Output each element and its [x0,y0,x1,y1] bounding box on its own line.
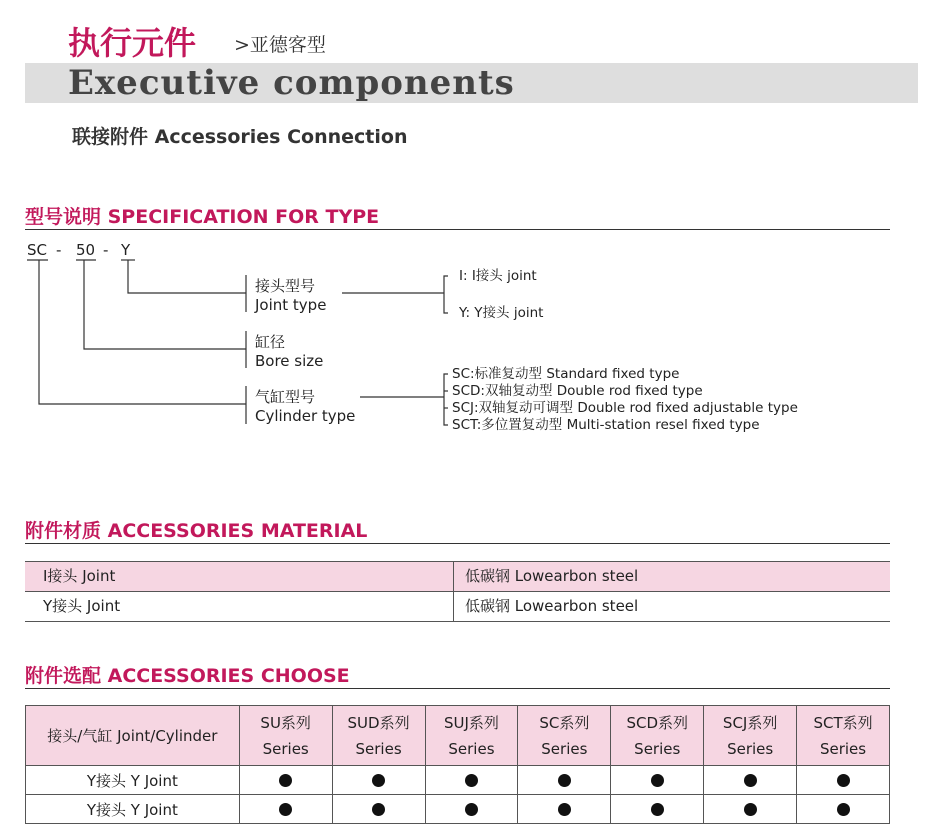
material-rule [25,543,890,544]
choose-table-row [26,795,890,824]
series-name: SCT系列 [813,713,873,732]
compatibility-cell [239,766,332,795]
header-series [704,706,797,766]
compatibility-cell [332,766,425,795]
series-name: SC系列 [539,713,590,732]
header-joint-cylinder: 接头/气缸 Joint/Cylinder [26,706,240,766]
bore-size-cn: 缸径 [255,333,286,351]
compatible-dot-icon [465,803,478,816]
cylinder-option: SCJ:双轴复动可调型 Double rod fixed adjustable type [452,400,798,416]
section-subtitle: 联接附件 Accessories Connection [72,126,408,148]
code-part-joint: Y [121,241,131,259]
material-value: 低碳钢 Lowearbon steel [465,597,639,615]
compatibility-cell [332,795,425,824]
compatibility-cell [518,766,611,795]
page-title: 执行元件 [68,24,197,62]
header-series [611,706,704,766]
page-subtitle-brand: >亚德客型 [234,34,326,56]
code-part-sc: SC [27,241,47,259]
compatibility-cell [704,795,797,824]
compatible-dot-icon [558,774,571,787]
compatibility-cell [425,795,518,824]
accessories-choose-table [25,705,890,824]
series-word: Series [355,739,402,758]
cylinder-option: SCD:双轴复动型 Double rod fixed type [452,383,703,399]
header-series [518,706,611,766]
header-series [425,706,518,766]
choose-header-row [26,706,890,766]
spec-heading: 型号说明 SPECIFICATION FOR TYPE [25,206,380,228]
material-table-bottom-border [25,621,890,622]
joint-type-cn: 接头型号 [255,277,316,295]
compatibility-cell [797,795,890,824]
joint-option: I: I接头 joint [459,268,537,284]
joint-option: Y: Y接头 joint [459,305,544,321]
compatibility-cell [518,795,611,824]
header-series [239,706,332,766]
series-word: Series [262,739,309,758]
series-name: SUD系列 [347,713,410,732]
compatible-dot-icon [465,774,478,787]
material-part: I接头 Joint [43,567,116,585]
header-series [332,706,425,766]
series-word: Series [727,739,774,758]
compatible-dot-icon [837,803,850,816]
material-part: Y接头 Joint [43,597,121,615]
material-row [25,562,890,591]
series-word: Series [634,739,681,758]
code-part-bore: 50 [76,241,96,259]
compatibility-cell [425,766,518,795]
row-label: Y接头 Y Joint [26,766,240,795]
compatible-dot-icon [279,803,292,816]
material-heading: 附件材质 ACCESSORIES MATERIAL [25,520,368,542]
compatible-dot-icon [372,803,385,816]
choose-rule [25,688,890,689]
code-dash: - [56,241,62,259]
cylinder-type-cn: 气缸型号 [255,388,316,406]
compatible-dot-icon [837,774,850,787]
choose-heading: 附件选配 ACCESSORIES CHOOSE [25,665,350,687]
material-row-divider [25,591,890,592]
compatible-dot-icon [651,803,664,816]
compatibility-cell [611,766,704,795]
series-name: SCD系列 [626,713,689,732]
header-series [797,706,890,766]
compatible-dot-icon [744,774,757,787]
bore-size-en: Bore size [255,352,324,370]
compatibility-cell [797,766,890,795]
material-row [25,592,890,621]
compatible-dot-icon [558,803,571,816]
series-word: Series [541,739,588,758]
series-word: Series [819,739,867,758]
series-name: SCJ系列 [722,713,778,732]
code-dash: - [103,241,109,259]
compatibility-cell [611,795,704,824]
series-name: SU系列 [260,713,311,732]
material-column-divider [453,562,454,621]
compatibility-cell [239,795,332,824]
compatibility-cell [704,766,797,795]
cylinder-option: SC:标准复动型 Standard fixed type [452,366,680,382]
compatible-dot-icon [372,774,385,787]
banner-title: Executive components [68,63,515,103]
series-name: SUJ系列 [443,713,499,732]
compatible-dot-icon [651,774,664,787]
compatible-dot-icon [279,774,292,787]
cylinder-type-en: Cylinder type [255,407,356,425]
joint-type-en: Joint type [255,296,327,314]
compatible-dot-icon [744,803,757,816]
cylinder-option: SCT:多位置复动型 Multi-station resel fixed type [452,417,760,433]
choose-table-row [26,766,890,795]
series-word: Series [448,739,495,758]
material-value: 低碳钢 Lowearbon steel [465,567,639,585]
row-label: Y接头 Y Joint [26,795,240,824]
